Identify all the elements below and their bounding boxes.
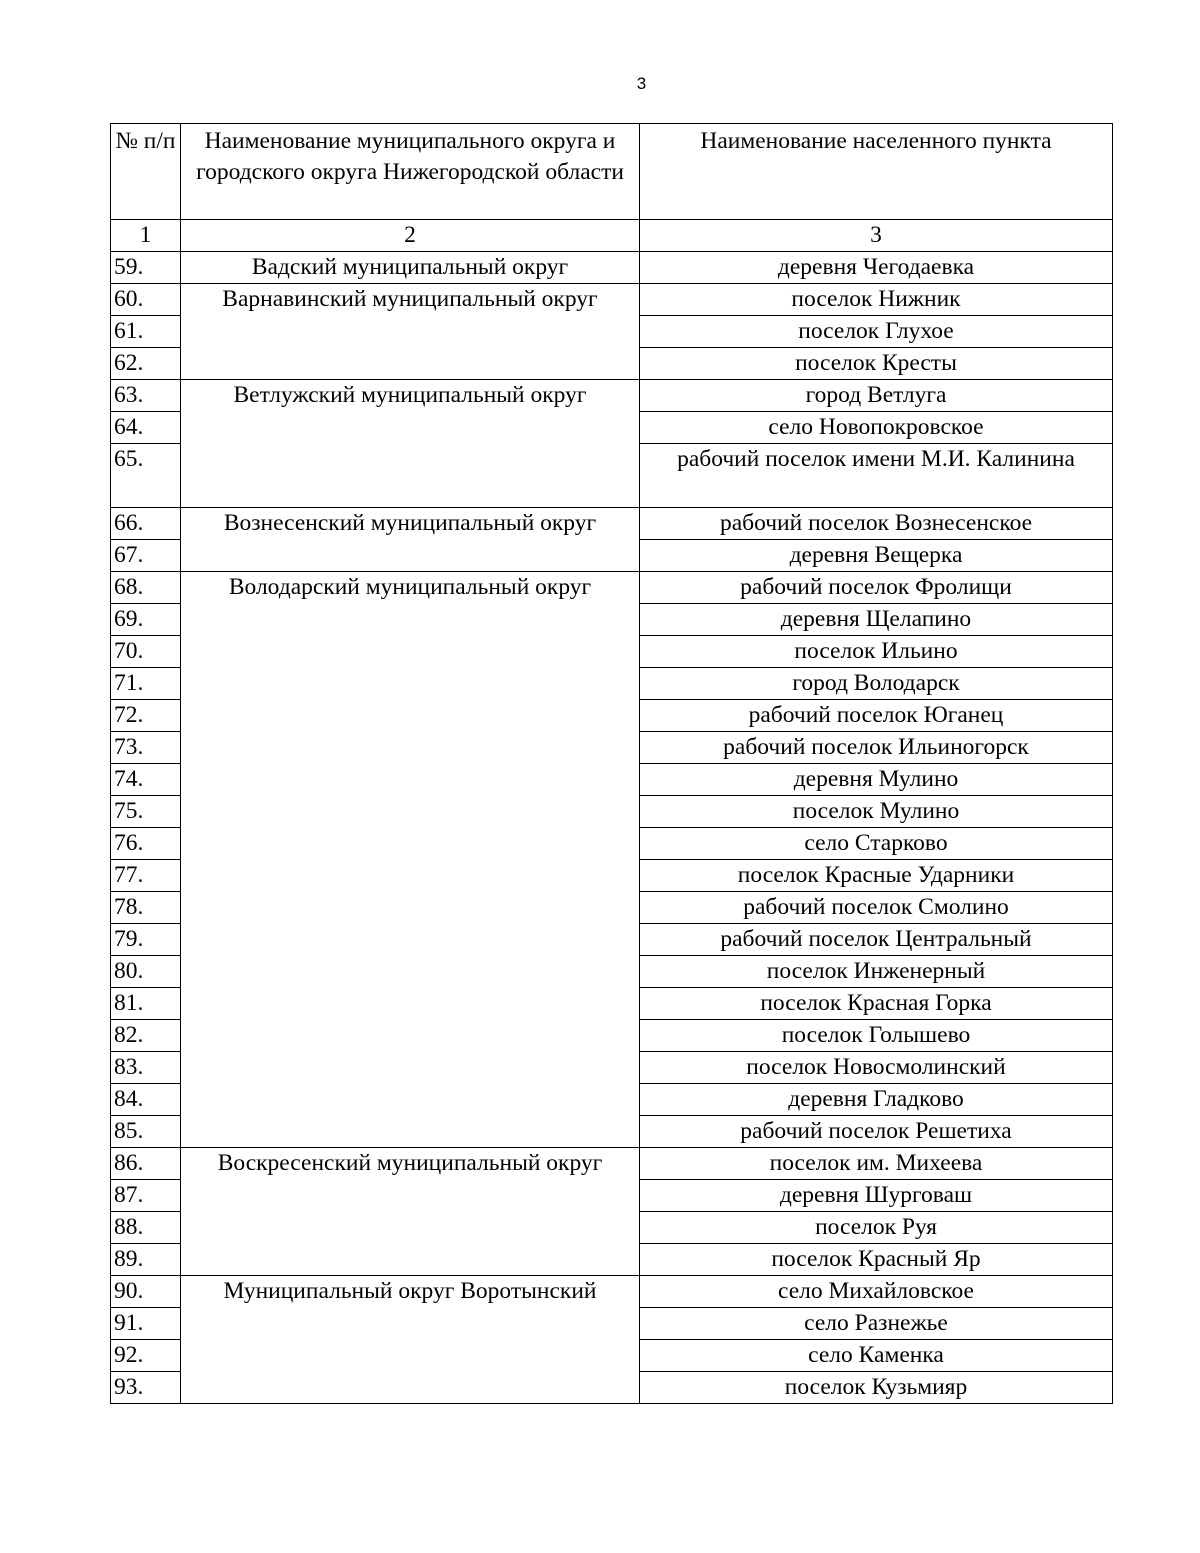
settlement-name: поселок Руя [640, 1212, 1113, 1244]
settlement-name: поселок Красная Горка [640, 988, 1113, 1020]
row-number: 76. [111, 828, 181, 860]
row-number: 90. [111, 1276, 181, 1308]
settlement-name: деревня Шурговаш [640, 1180, 1113, 1212]
settlement-name: село Михайловское [640, 1276, 1113, 1308]
row-number: 81. [111, 988, 181, 1020]
district-name: Воскресенский муниципальный округ [181, 1148, 640, 1276]
row-number: 75. [111, 796, 181, 828]
settlement-name: деревня Чегодаевка [640, 252, 1113, 284]
settlement-name: поселок Кузьмияр [640, 1372, 1113, 1404]
row-number: 73. [111, 732, 181, 764]
column-number-2: 2 [181, 220, 640, 252]
settlement-name: поселок Глухое [640, 316, 1113, 348]
settlement-name: поселок Нижник [640, 284, 1113, 316]
district-name: Ветлужский муниципальный округ [181, 380, 640, 508]
table-row [111, 284, 1113, 316]
district-name: Варнавинский муниципальный округ [181, 284, 640, 380]
settlement-name: поселок Ильино [640, 636, 1113, 668]
settlement-name: рабочий поселок Вознесенское [640, 508, 1113, 540]
settlement-name: рабочий поселок Ильиногорск [640, 732, 1113, 764]
row-number: 68. [111, 572, 181, 604]
table-header-row [111, 124, 1113, 220]
row-number: 87. [111, 1180, 181, 1212]
settlement-name: поселок им. Михеева [640, 1148, 1113, 1180]
column-number-3: 3 [640, 220, 1113, 252]
row-number: 77. [111, 860, 181, 892]
settlement-name: село Разнежье [640, 1308, 1113, 1340]
table-row [111, 1148, 1113, 1180]
table-row [111, 380, 1113, 412]
header-place: Наименование населенного пункта [640, 124, 1113, 220]
header-number: № п/п [111, 124, 181, 220]
settlement-name: деревня Щелапино [640, 604, 1113, 636]
settlement-name: село Новопокровское [640, 412, 1113, 444]
settlement-name: поселок Красные Ударники [640, 860, 1113, 892]
row-number: 88. [111, 1212, 181, 1244]
column-numbers-row [111, 220, 1113, 252]
row-number: 83. [111, 1052, 181, 1084]
settlement-name: деревня Мулино [640, 764, 1113, 796]
settlement-name: рабочий поселок Центральный [640, 924, 1113, 956]
row-number: 61. [111, 316, 181, 348]
district-name: Володарский муниципальный округ [181, 572, 640, 1148]
settlement-name: поселок Кресты [640, 348, 1113, 380]
row-number: 85. [111, 1116, 181, 1148]
settlement-name: рабочий поселок Решетиха [640, 1116, 1113, 1148]
row-number: 66. [111, 508, 181, 540]
row-number: 89. [111, 1244, 181, 1276]
row-number: 74. [111, 764, 181, 796]
settlement-name: деревня Вещерка [640, 540, 1113, 572]
row-number: 80. [111, 956, 181, 988]
row-number: 62. [111, 348, 181, 380]
settlement-name: поселок Мулино [640, 796, 1113, 828]
district-name: Вознесенский муниципальный округ [181, 508, 640, 572]
settlement-name: поселок Инженерный [640, 956, 1113, 988]
settlement-name: рабочий поселок имени М.И. Калинина [640, 444, 1113, 508]
row-number: 63. [111, 380, 181, 412]
column-number-1: 1 [111, 220, 181, 252]
row-number: 91. [111, 1308, 181, 1340]
table-row [111, 1276, 1113, 1308]
row-number: 79. [111, 924, 181, 956]
settlement-name: поселок Голышево [640, 1020, 1113, 1052]
settlement-name: рабочий поселок Фролищи [640, 572, 1113, 604]
district-name: Вадский муниципальный округ [181, 252, 640, 284]
settlements-table [110, 123, 1113, 1404]
settlement-name: деревня Гладково [640, 1084, 1113, 1116]
row-number: 71. [111, 668, 181, 700]
row-number: 84. [111, 1084, 181, 1116]
settlement-name: город Ветлуга [640, 380, 1113, 412]
table-row [111, 508, 1113, 540]
row-number: 67. [111, 540, 181, 572]
settlement-name: город Володарск [640, 668, 1113, 700]
settlement-name: рабочий поселок Смолино [640, 892, 1113, 924]
settlement-name: рабочий поселок Юганец [640, 700, 1113, 732]
row-number: 59. [111, 252, 181, 284]
row-number: 86. [111, 1148, 181, 1180]
header-district: Наименование муниципального округа и городского округа Нижегородской области [181, 124, 640, 220]
table-row [111, 252, 1113, 284]
settlement-name: поселок Красный Яр [640, 1244, 1113, 1276]
page-number: 3 [636, 74, 647, 93]
settlement-name: село Каменка [640, 1340, 1113, 1372]
row-number: 69. [111, 604, 181, 636]
row-number: 92. [111, 1340, 181, 1372]
settlement-name: село Старково [640, 828, 1113, 860]
row-number: 93. [111, 1372, 181, 1404]
row-number: 60. [111, 284, 181, 316]
table-row [111, 572, 1113, 604]
table-body [111, 124, 1113, 1404]
row-number: 78. [111, 892, 181, 924]
district-name: Муниципальный округ Воротынский [181, 1276, 640, 1404]
settlement-name: поселок Новосмолинский [640, 1052, 1113, 1084]
row-number: 65. [111, 444, 181, 508]
row-number: 64. [111, 412, 181, 444]
row-number: 72. [111, 700, 181, 732]
row-number: 82. [111, 1020, 181, 1052]
row-number: 70. [111, 636, 181, 668]
